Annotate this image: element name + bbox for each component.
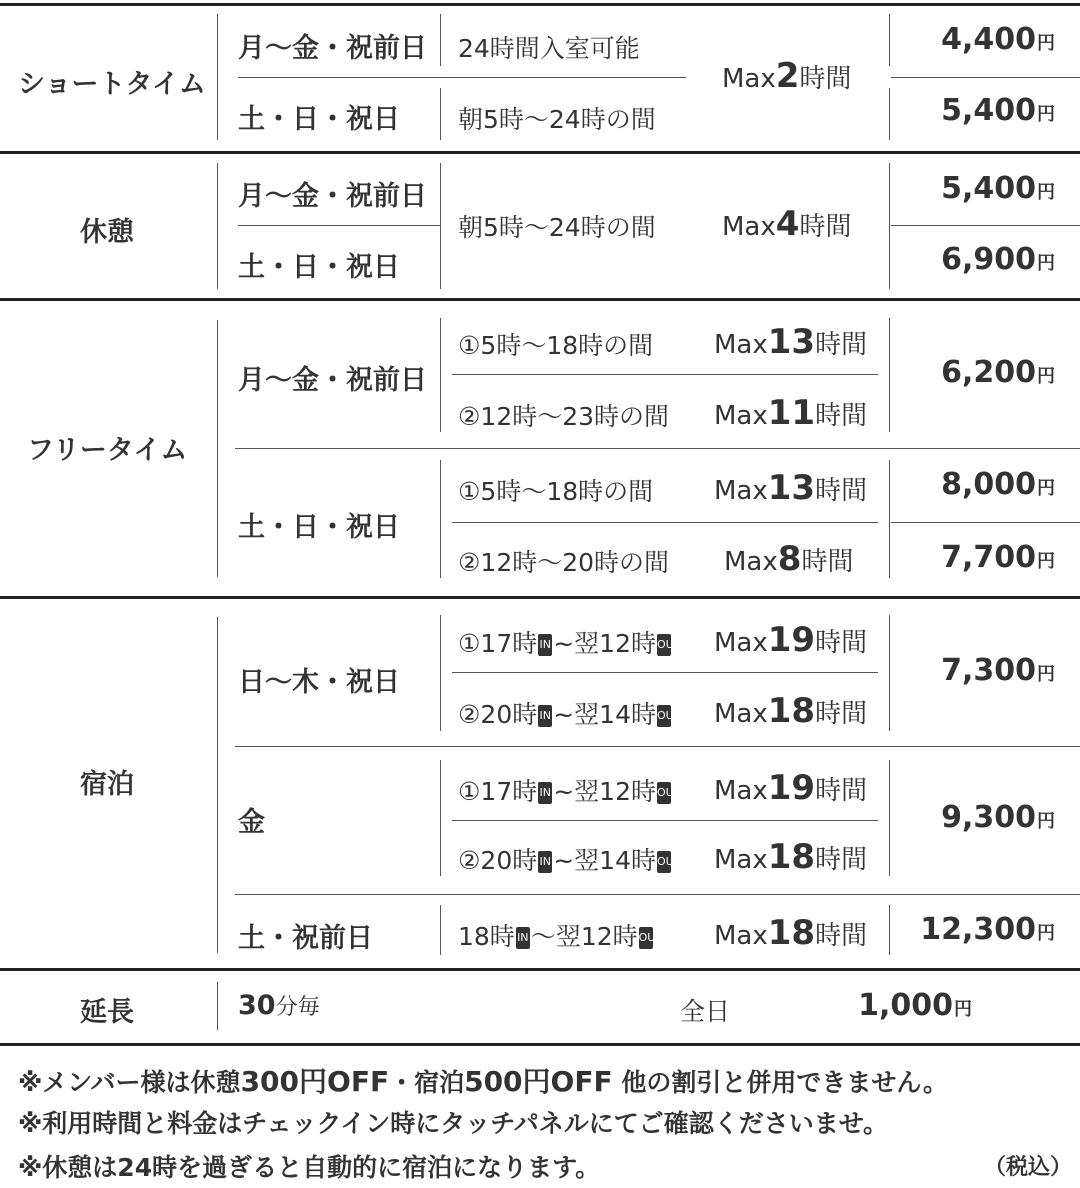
category-stay: 宿泊 [80,769,134,800]
day-weekday: 月〜金・祝前日 [238,365,427,396]
max-hours: Max8時間 [724,539,854,579]
max-hours: Max18時間 [714,913,868,953]
divider [889,14,890,66]
divider [440,14,441,66]
max-hours: Max18時間 [714,837,868,877]
extension-unit: 30分毎 [238,990,320,1021]
check-in-icon: IN [538,705,552,727]
check-out-icon: OUT [657,705,671,727]
max-hours: Max4時間 [722,204,852,244]
max-hours: Max18時間 [714,691,868,731]
divider [235,448,1080,449]
check-out-icon: OUT [657,851,671,873]
check-in-icon: IN [538,782,552,804]
divider [889,905,890,955]
divider [889,760,890,876]
note-auto-stay: ※休憩は24時を過ぎると自動的に宿泊になります。 [18,1153,601,1182]
extension-all-days: 全日 [680,997,731,1026]
divider [452,522,878,523]
day-sat: 土・祝前日 [238,923,373,954]
divider [440,905,441,955]
divider [217,617,218,953]
divider [440,318,441,432]
divider [238,77,686,78]
divider [891,225,1080,226]
day-fri: 金 [238,807,265,838]
price-weekend: 6,900円 [941,242,1055,277]
section-divider [0,596,1080,599]
price-weekend-2: 7,700円 [941,540,1055,575]
divider [452,374,878,375]
divider [889,163,890,289]
note-24h-entry: 24時間入室可能 [458,34,640,63]
divider [889,460,890,578]
max-hours: Max19時間 [714,620,868,660]
divider [452,820,878,821]
divider [217,163,218,289]
check-out-icon: OUT [657,634,671,656]
price-weekend: 5,400円 [941,93,1055,128]
max-hours: Max11時間 [714,393,868,433]
day-weekend: 土・日・祝日 [238,252,400,283]
category-extension: 延長 [80,997,134,1028]
day-sun-thu: 日〜木・祝日 [238,667,400,698]
tax-included-label: （税込） [984,1155,1073,1180]
plan-fri-1: ①17時 IN~翌12時OUT [458,777,681,806]
day-weekend: 土・日・祝日 [238,104,400,135]
day-weekend: 土・日・祝日 [238,512,400,543]
check-in-icon: IN [538,634,552,656]
price-sat: 12,300円 [920,912,1055,947]
note-member-discount: ※メンバー様は休憩300円OFF・宿泊500円OFF 他の割引と併用できません。 [18,1065,948,1098]
divider [217,982,218,1030]
divider [889,615,890,731]
plan-weekday-2: ②12時〜23時の間 [458,402,670,431]
price-sun-thu: 7,300円 [941,653,1055,688]
day-weekday: 月〜金・祝前日 [238,181,427,212]
max-hours: Max2時間 [722,56,852,96]
section-divider [0,151,1080,154]
divider [235,746,1080,747]
check-out-icon: OUT [639,927,653,949]
category-rest: 休憩 [80,217,134,248]
price-weekend-1: 8,000円 [941,467,1055,502]
max-hours: Max19時間 [714,768,868,808]
day-weekday: 月〜金・祝前日 [238,33,427,64]
category-short-time: ショートタイム [18,69,206,100]
price-weekday: 4,400円 [941,22,1055,57]
price-fri: 9,300円 [941,800,1055,835]
max-hours: Max13時間 [714,322,868,362]
divider [217,320,218,577]
divider [440,460,441,578]
section-divider [0,298,1080,301]
divider [440,615,441,731]
plan-weekend-2: ②12時〜20時の間 [458,548,670,577]
check-in-icon: IN [538,851,552,873]
plan-weekday-1: ①5時〜18時の間 [458,331,654,360]
divider [891,77,1080,78]
note-time-range: 朝5時〜24時の間 [458,213,656,242]
divider [452,672,878,673]
note-time-range: 朝5時〜24時の間 [458,105,656,134]
section-divider [0,1043,1080,1046]
divider [440,760,441,876]
price-extension: 1,000円 [858,988,972,1023]
divider [889,88,890,140]
divider [235,894,1080,895]
divider [889,318,890,432]
check-out-icon: OUT [657,782,671,804]
price-weekday: 5,400円 [941,171,1055,206]
max-hours: Max13時間 [714,468,868,508]
divider [238,225,440,226]
category-free-time: フリータイム [27,435,188,466]
divider [440,163,441,289]
note-check-panel: ※利用時間と料金はチェックイン時にタッチパネルにてご確認くださいませ。 [18,1109,889,1138]
check-in-icon: IN [516,927,530,949]
divider [440,88,441,140]
plan-fri-2: ②20時 IN~翌14時OUT [458,846,681,875]
plan-sun-thu-2: ②20時 IN~翌14時OUT [458,700,681,729]
price-weekday: 6,200円 [941,355,1055,390]
plan-sat: 18時 IN〜翌12時OUT [458,922,663,951]
divider [217,14,218,140]
table-top-border [0,3,1080,6]
plan-weekend-1: ①5時〜18時の間 [458,477,654,506]
divider [891,522,1080,523]
plan-sun-thu-1: ①17時 IN~翌12時OUT [458,629,681,658]
section-divider [0,968,1080,971]
